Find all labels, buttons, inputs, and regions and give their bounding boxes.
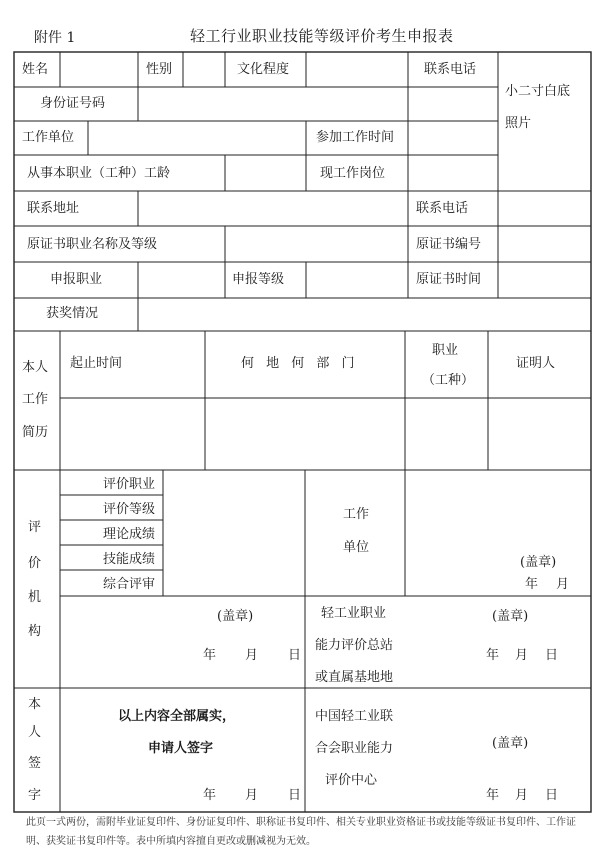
years-in-occupation-label: 从事本职业（工种）工龄 (27, 166, 171, 181)
resume-side-label-3: 简历 (22, 425, 49, 440)
photo-instruction-line1: 小二寸白底 (505, 84, 571, 99)
center-seal: (盖章) (492, 736, 529, 751)
eval-unit-year: 年 (525, 577, 539, 592)
orig-cert-name-label: 原证书职业名称及等级 (27, 237, 158, 252)
station-line-1: 轻工业职业 (321, 606, 387, 621)
sign-month: 月 (245, 788, 259, 803)
where-dept-header: 何 地 何 部 门 (241, 356, 355, 371)
id-number-label: 身份证号码 (40, 96, 106, 111)
form-title: 轻工行业职业技能等级评价考生申报表 (190, 27, 454, 45)
center-line-2: 合会职业能力 (315, 741, 394, 756)
eval-item-comprehensive-review: 综合评审 (103, 577, 156, 592)
attachment-label: 附件 1 (34, 30, 76, 46)
gender-label: 性别 (146, 62, 173, 77)
position-header-line1: 职业 (432, 343, 459, 358)
eval-org-day: 日 (288, 648, 302, 663)
witness-header: 证明人 (516, 356, 556, 371)
station-seal: (盖章) (492, 609, 529, 624)
apply-occupation-label: 申报职业 (50, 272, 103, 287)
station-line-3: 或直属基地地 (315, 670, 394, 685)
eval-work-unit-line1: 工作 (343, 507, 370, 522)
sign-side-label-1: 本 (28, 697, 42, 712)
eval-org-year: 年 (203, 648, 217, 663)
eval-item-skill-score: 技能成绩 (103, 552, 156, 567)
applicant-signature-label: 申请人签字 (148, 741, 214, 756)
address-label: 联系地址 (27, 201, 80, 216)
eval-org-month: 月 (245, 648, 259, 663)
eval-unit-month: 月 (556, 577, 570, 592)
center-line-1: 中国轻工业联 (315, 709, 394, 724)
sign-side-label-3: 签 (28, 756, 42, 771)
resume-side-label-1: 本人 (22, 360, 49, 375)
signature-statement: 以上内容全部属实， (118, 709, 236, 724)
center-day: 日 (545, 788, 559, 803)
eval-item-theory-score: 理论成绩 (103, 527, 156, 542)
eval-side-label-2: 价 (28, 556, 42, 571)
station-day: 日 (545, 648, 559, 663)
eval-item-level: 评价等级 (103, 502, 156, 517)
name-label: 姓名 (22, 62, 49, 77)
education-label: 文化程度 (237, 62, 290, 77)
eval-side-label-3: 机 (28, 590, 42, 605)
station-year: 年 (486, 648, 500, 663)
sign-side-label-4: 字 (28, 788, 42, 803)
current-post-label: 现工作岗位 (320, 166, 386, 181)
employer-label: 工作单位 (22, 130, 75, 145)
footnote: 此页一式两份，需附毕业证复印件、身份证复印件、职称证书复印件、相关专业职业资格证书或技能等级证书复印件、工作证明、获奖证书复印件等。表中所填内容擅自更改或删减视为无效。 (26, 817, 576, 847)
position-header-line2: （工种） (422, 373, 475, 388)
apply-level-label: 申报等级 (232, 272, 285, 287)
center-month: 月 (515, 788, 529, 803)
resume-side-label-2: 工作 (22, 392, 49, 407)
eval-work-unit-line2: 单位 (343, 540, 370, 555)
eval-org-seal: (盖章) (217, 609, 254, 624)
start-end-time-header: 起止时间 (70, 356, 123, 371)
orig-cert-time-label: 原证书时间 (416, 272, 482, 287)
phone2-label: 联系电话 (416, 201, 469, 216)
center-year: 年 (486, 788, 500, 803)
start-work-time-label: 参加工作时间 (316, 130, 395, 145)
orig-cert-no-label: 原证书编号 (416, 237, 482, 252)
awards-label: 获奖情况 (46, 306, 99, 321)
station-line-2: 能力评价总站 (315, 638, 394, 653)
sign-day: 日 (288, 788, 302, 803)
sign-side-label-2: 人 (28, 725, 42, 740)
photo-instruction-line2: 照片 (505, 116, 532, 131)
eval-side-label-4: 构 (28, 624, 42, 639)
sign-year: 年 (203, 788, 217, 803)
station-month: 月 (515, 648, 529, 663)
center-line-3: 评价中心 (325, 773, 378, 788)
eval-item-occupation: 评价职业 (103, 477, 156, 492)
phone-label: 联系电话 (424, 62, 477, 77)
eval-side-label-1: 评 (28, 520, 42, 535)
eval-unit-seal: (盖章) (520, 555, 557, 570)
